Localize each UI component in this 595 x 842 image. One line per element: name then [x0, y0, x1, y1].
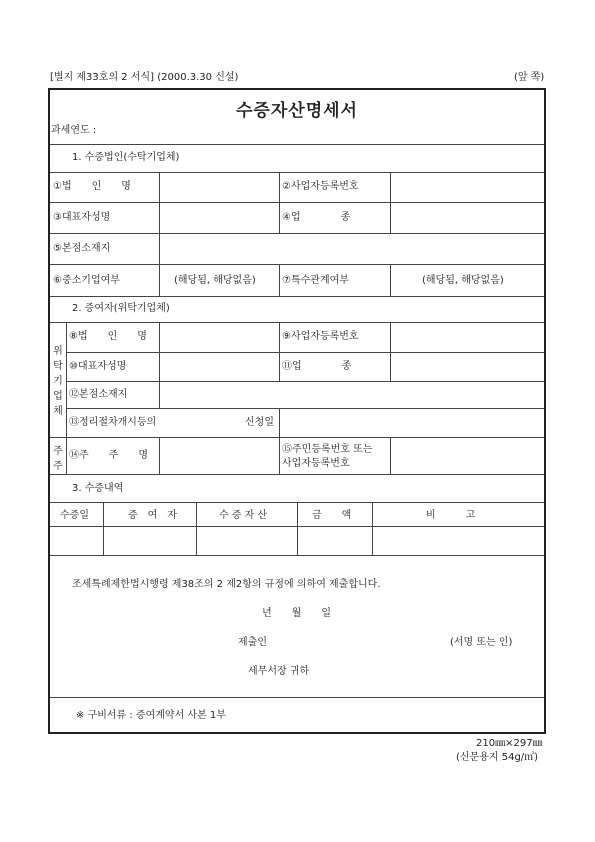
related-party-label: ⑦특수관계여부 — [282, 275, 349, 286]
donor-cell[interactable] — [104, 527, 195, 554]
attachments-note: ※ 구비서류 : 증여계약서 사본 1부 — [76, 710, 226, 721]
representative-label: ③대표자성명 — [53, 212, 111, 223]
liquidation-date-field[interactable] — [280, 409, 543, 436]
donor-corp-name-field[interactable] — [160, 323, 278, 351]
remarks-cell[interactable] — [373, 527, 543, 554]
donor-business-type-label: ⑪업 종 — [282, 361, 352, 372]
submitter-label: 제출인 — [238, 637, 267, 648]
liquidation-label: ⑬정리절차개시등의 — [69, 417, 157, 428]
donor-head-office-label: ⑫본점소재지 — [69, 389, 128, 400]
donor-representative-label: ⑩대표자성명 — [69, 361, 127, 372]
corp-name-field[interactable] — [160, 173, 278, 201]
section3-heading: 3. 수증내역 — [72, 483, 124, 494]
donor-business-type-field[interactable] — [391, 353, 543, 380]
sme-status-label: ⑥중소기업여부 — [53, 275, 120, 286]
addressee: 세무서장 귀하 — [248, 666, 310, 677]
col-received-asset: 수 증 자 산 — [219, 510, 268, 521]
shareholder-side-label: 주주 — [53, 446, 63, 472]
tax-year-label: 과세연도 : — [51, 125, 97, 136]
col-remarks: 비 고 — [426, 510, 476, 521]
donor-head-office-field[interactable] — [160, 382, 543, 407]
head-office-field[interactable] — [160, 234, 543, 263]
representative-field[interactable] — [160, 203, 278, 232]
col-amount: 금 액 — [312, 510, 352, 521]
page-side-label: (앞 쪽) — [514, 72, 545, 83]
paper-size: 210㎜×297㎜ — [476, 738, 543, 749]
biz-reg-no-field[interactable] — [391, 173, 543, 201]
donor-biz-reg-no-label: ⑨사업자등록번호 — [282, 331, 359, 342]
received-asset-cell[interactable] — [197, 527, 296, 554]
business-type-field[interactable] — [391, 203, 543, 232]
liquidation-suffix: 신청일 — [245, 417, 274, 428]
donor-representative-field[interactable] — [160, 353, 278, 380]
section1-heading: 1. 수증법인(수탁기업체) — [72, 152, 180, 163]
resident-no-label-2: 사업자등록번호 — [282, 458, 350, 469]
shareholder-name-label: ⑭주 주 명 — [69, 450, 148, 461]
signature-label: (서명 또는 인) — [450, 637, 513, 648]
page-title: 수증자산명세서 — [236, 101, 358, 121]
biz-reg-no-label: ②사업자등록번호 — [282, 181, 359, 192]
declaration-statement: 조세특례제한법시행령 제38조의 2 제2항의 규정에 의하여 제출합니다. — [72, 579, 381, 590]
related-party-options[interactable]: (해당됨, 해당없음) — [422, 275, 504, 286]
donor-corp-name-label: ⑧법 인 명 — [69, 331, 147, 342]
amount-cell[interactable] — [298, 527, 371, 554]
donor-biz-reg-no-field[interactable] — [391, 323, 543, 351]
shareholder-name-field[interactable] — [160, 438, 278, 473]
paper-type: (신문용지 54g/㎡) — [456, 752, 539, 763]
receipt-date-cell[interactable] — [51, 527, 102, 554]
form-number: [별지 제33호의 2 서식] (2000.3.30 신설) — [50, 72, 239, 83]
col-donor: 증 여 자 — [128, 510, 177, 521]
section2-heading: 2. 증여자(위탁기업체) — [72, 303, 170, 314]
resident-no-field[interactable] — [391, 438, 543, 473]
submission-date: 년 월 일 — [262, 608, 331, 619]
col-receipt-date: 수증일 — [60, 510, 89, 521]
entrusting-company-side-label: 위탁기업체 — [53, 346, 63, 417]
corp-name-label: ①법 인 명 — [53, 181, 131, 192]
resident-no-label-1: ⑮주민등록번호 또는 — [282, 444, 373, 455]
head-office-label: ⑤본점소재지 — [53, 243, 111, 254]
business-type-label: ④업 종 — [282, 212, 351, 223]
sme-status-options[interactable]: (해당됨, 해당없음) — [174, 275, 256, 286]
